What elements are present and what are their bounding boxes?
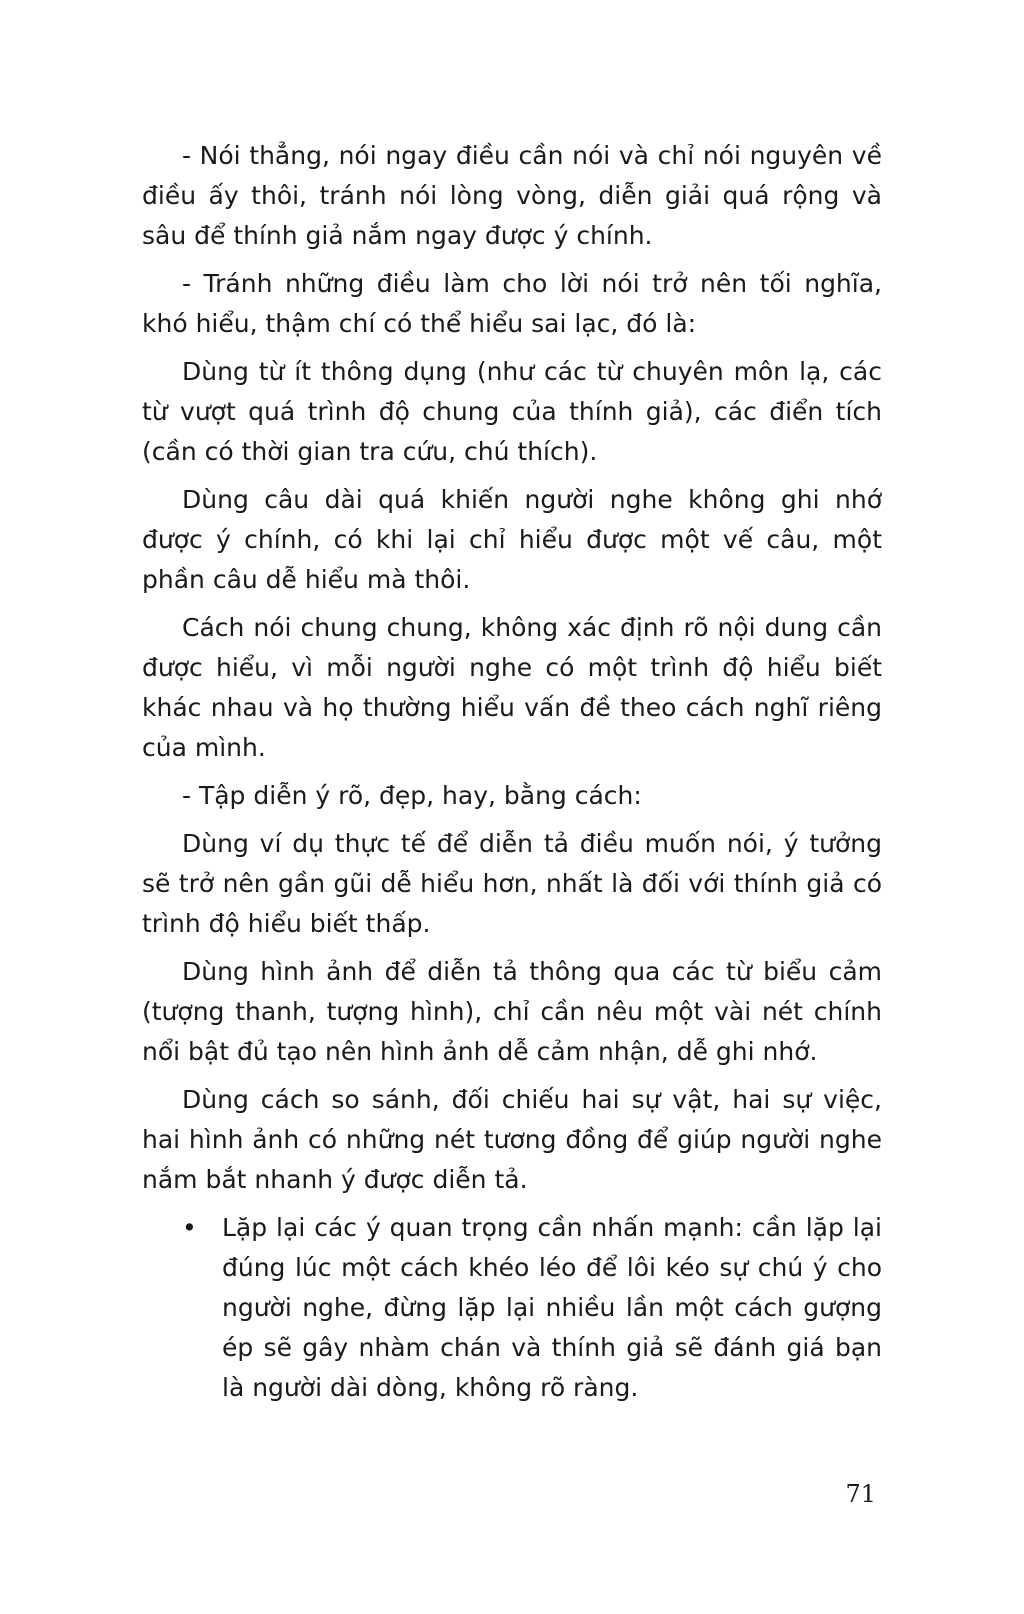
page-number: 71: [845, 1480, 876, 1508]
bullet-marker: •: [182, 1213, 197, 1242]
paragraph: Dùng ví dụ thực tế để diễn tả điều muốn nói, ý tưởng sẽ trở nên gần gũi dễ hiểu hơn, nhất là đối với thính giả có trình độ hiểu biết thấp.: [142, 829, 882, 938]
bullet-item: [142, 1208, 882, 1408]
paragraph: Cách nói chung chung, không xác định rõ nội dung cần được hiểu, vì mỗi người nghe có một trình độ hiểu biết khác nhau và họ thường hiểu vấn đề theo cách nghĩ riêng của mình.: [142, 613, 882, 762]
paragraph: - Nói thẳng, nói ngay điều cần nói và chỉ nói nguyên về điều ấy thôi, tránh nói lòng vòng, diễn giải quá rộng và sâu để thính giả nắm ngay được ý chính.: [142, 141, 882, 250]
paragraph: Dùng từ ít thông dụng (như các từ chuyên môn lạ, các từ vượt quá trình độ chung của thính giả), các điển tích (cần có thời gian tra cứu, chú thích).: [142, 357, 882, 466]
paragraph: Dùng câu dài quá khiến người nghe không ghi nhớ được ý chính, có khi lại chỉ hiểu được một vế câu, một phần câu dễ hiểu mà thôi.: [142, 485, 882, 594]
paragraph: Dùng cách so sánh, đối chiếu hai sự vật, hai sự việc, hai hình ảnh có những nét tương đồng để giúp người nghe nắm bắt nhanh ý được diễn tả.: [142, 1085, 882, 1194]
paragraph: Dùng hình ảnh để diễn tả thông qua các từ biểu cảm (tượng thanh, tượng hình), chỉ cần nêu một vài nét chính nổi bật đủ tạo nên hình ảnh dễ cảm nhận, dễ ghi nhớ.: [142, 957, 882, 1066]
bullet-text: Lặp lại các ý quan trọng cần nhấn mạnh: cần lặp lại đúng lúc một cách khéo léo để lôi kéo sự chú ý cho người nghe, đừng lặp lại nhiều lần một cách gượng ép sẽ gây nhàm chán và thính giả sẽ đánh giá bạn là người dài dòng, không rõ ràng.: [222, 1213, 882, 1402]
paragraph: - Tránh những điều làm cho lời nói trở nên tối nghĩa, khó hiểu, thậm chí có thể hiểu sai lạc, đó là:: [142, 269, 882, 338]
paragraph: - Tập diễn ý rõ, đẹp, hay, bằng cách:: [182, 781, 642, 810]
body-text: [142, 136, 882, 1408]
